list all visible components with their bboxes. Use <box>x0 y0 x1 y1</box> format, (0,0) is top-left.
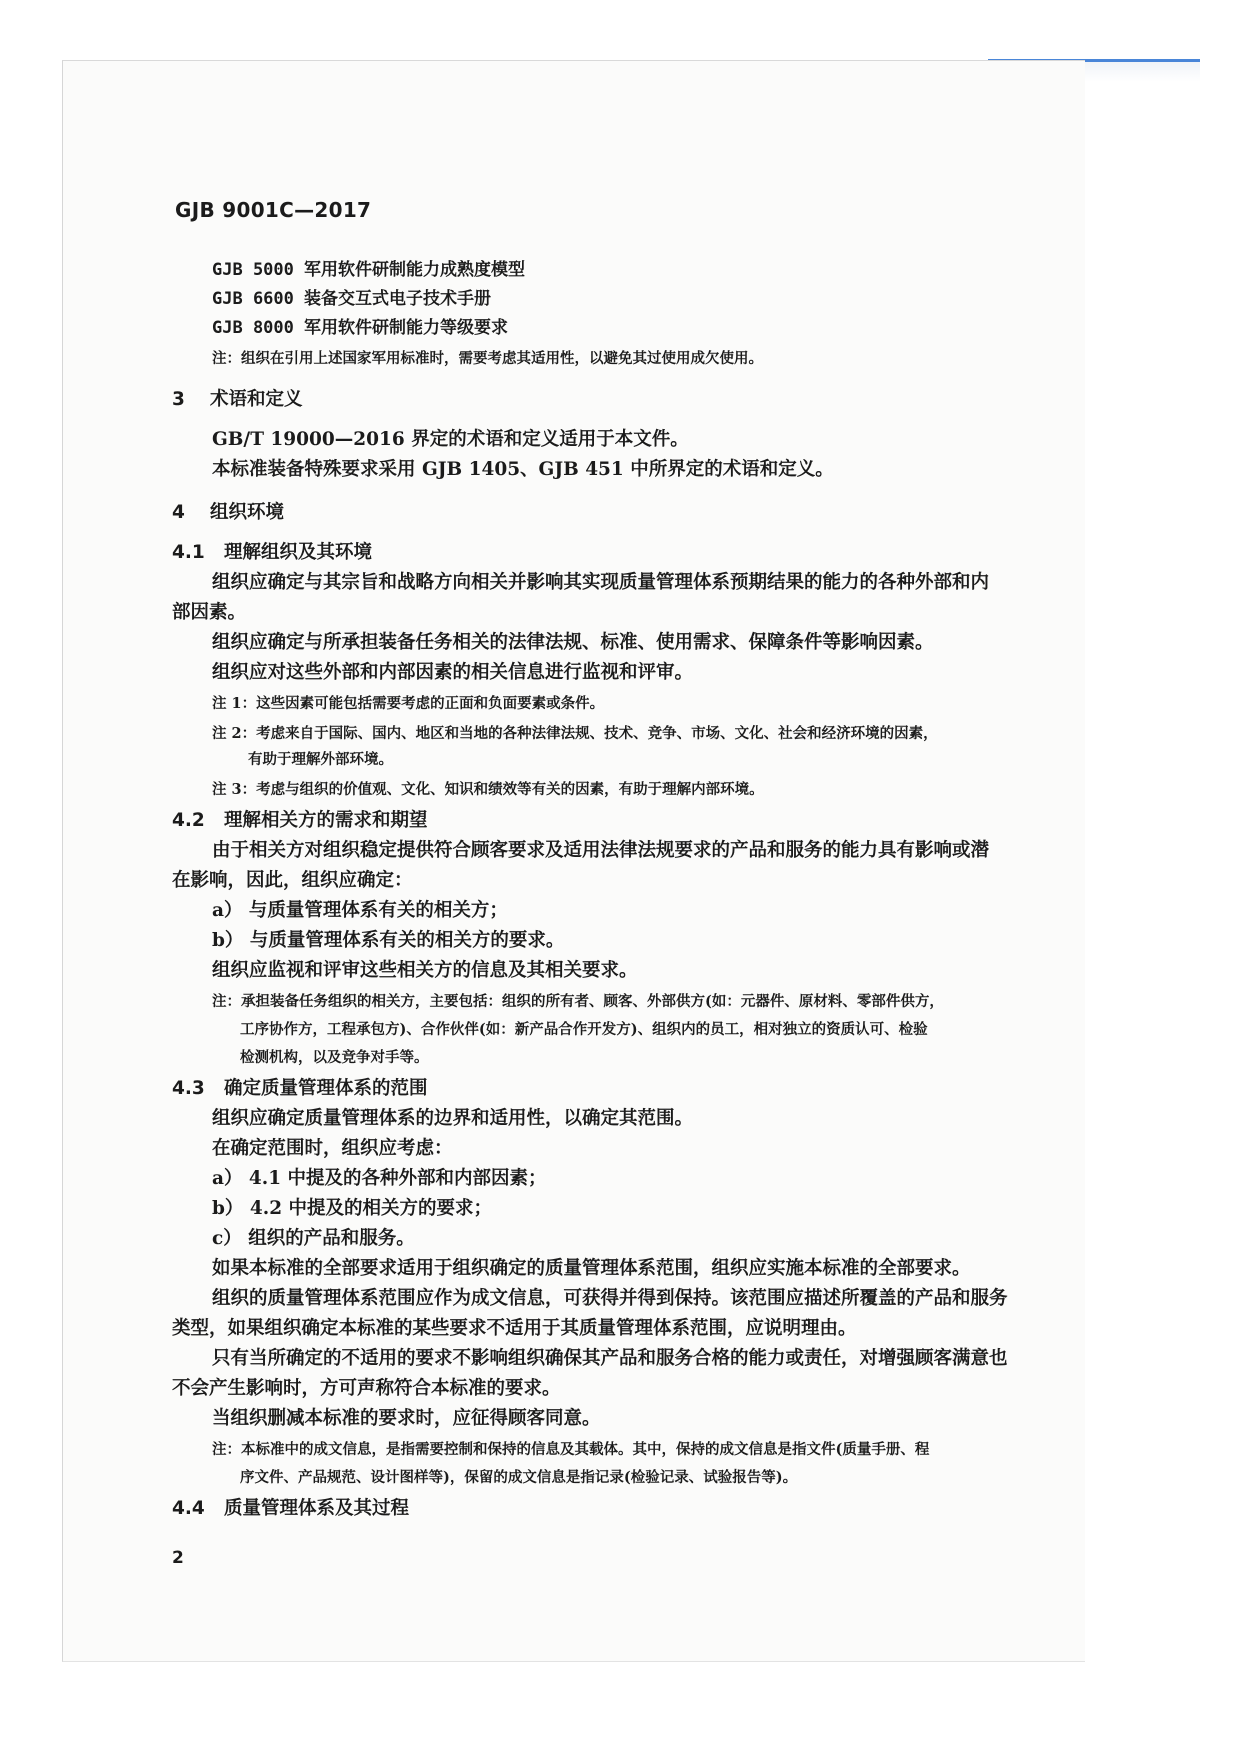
paragraph: 组织的质量管理体系范围应作为成文信息，可获得并得到保持。该范围应描述所覆盖的产品和服务 <box>212 1288 1008 1309</box>
reference-item <box>212 284 491 309</box>
paragraph: 由于相关方对组织稳定提供符合顾客要求及适用法律法规要求的产品和服务的能力具有影响或潜 <box>212 840 990 861</box>
reference-item <box>212 313 508 338</box>
note-continuation: 检测机构，以及竞争对手等。 <box>240 1049 429 1066</box>
section-3-heading <box>172 385 303 411</box>
paragraph: 如果本标准的全部要求适用于组织确定的质量管理体系范围，组织应实施本标准的全部要求。 <box>212 1258 971 1279</box>
paragraph-continuation: 在影响，因此，组织应确定： <box>172 870 413 891</box>
section-title: 确定质量管理体系的范围 <box>224 1078 428 1099</box>
paragraph: 组织应确定质量管理体系的边界和适用性，以确定其范围。 <box>212 1108 694 1129</box>
paragraph: GB/T 19000—2016 界定的术语和定义适用于本文件。 <box>212 429 689 450</box>
paragraph: 当组织删减本标准的要求时，应征得顾客同意。 <box>212 1408 601 1429</box>
reference-title: 军用软件研制能力等级要求 <box>304 318 508 338</box>
paragraph: 本标准装备特殊要求采用 GJB 1405、GJB 451 中所界定的术语和定义。 <box>212 459 834 480</box>
reference-item <box>212 255 525 280</box>
paragraph: 在确定范围时，组织应考虑： <box>212 1138 453 1159</box>
paragraph: 组织应确定与所承担装备任务相关的法律法规、标准、使用需求、保障条件等影响因素。 <box>212 632 934 653</box>
paragraph: 组织应确定与其宗旨和战略方向相关并影响其实现质量管理体系预期结果的能力的各种外部和内 <box>212 572 990 593</box>
section-title: 理解组织及其环境 <box>224 542 373 563</box>
note: 注 3：考虑与组织的价值观、文化、知识和绩效等有关的因素，有助于理解内部环境。 <box>212 781 764 798</box>
list-item: c） 组织的产品和服务。 <box>212 1228 415 1249</box>
note-continuation: 有助于理解外部环境。 <box>248 751 393 768</box>
list-item: a） 4.1 中提及的各种外部和内部因素； <box>212 1168 547 1189</box>
paragraph-continuation: 部因素。 <box>172 602 247 623</box>
subsection-4-2-heading <box>172 806 428 832</box>
page-number: 2 <box>172 1548 184 1568</box>
note-continuation: 序文件、产品规范、设计图样等)，保留的成文信息是指记录(检验记录、试验报告等)。 <box>240 1469 798 1486</box>
subsection-4-3-heading <box>172 1074 428 1100</box>
paragraph: 组织应监视和评审这些相关方的信息及其相关要求。 <box>212 960 638 981</box>
note-continuation: 工序协作方，工程承包方)、合作伙伴(如：新产品合作开发方)、组织内的员工，相对独立的资质认可、检验 <box>240 1021 928 1038</box>
section-title: 理解相关方的需求和期望 <box>224 810 428 831</box>
reference-title: 军用软件研制能力成熟度模型 <box>304 260 525 280</box>
subsection-4-1-heading <box>172 538 372 564</box>
note: 注：本标准中的成文信息，是指需要控制和保持的信息及其载体。其中，保持的成文信息是指文件(质量手册、程 <box>212 1441 930 1458</box>
paragraph: 组织应对这些外部和内部因素的相关信息进行监视和评审。 <box>212 662 694 683</box>
note: 注：承担装备任务组织的相关方，主要包括：组织的所有者、顾客、外部供方(如：元器件、原材料、零部件供方， <box>212 993 944 1010</box>
section-number: 4.4 <box>172 1498 205 1519</box>
standard-code-header: GJB 9001C—2017 <box>175 198 372 222</box>
section-number: 4 <box>172 502 185 523</box>
section-number: 4.1 <box>172 542 205 563</box>
paragraph-continuation: 不会产生影响时，方可声称符合本标准的要求。 <box>172 1378 561 1399</box>
subsection-4-4-heading <box>172 1494 409 1520</box>
section-4-heading <box>172 498 284 524</box>
reference-code: GJB 6600 <box>212 289 294 309</box>
section-number: 4.2 <box>172 810 205 831</box>
reference-title: 装备交互式电子技术手册 <box>304 289 491 309</box>
section-number: 3 <box>172 389 185 410</box>
reference-code: GJB 8000 <box>212 318 294 338</box>
list-item: a） 与质量管理体系有关的相关方； <box>212 900 508 921</box>
section-title: 组织环境 <box>210 502 285 523</box>
note: 注 2：考虑来自于国际、国内、地区和当地的各种法律法规、技术、竞争、市场、文化、社会和经济环境的因素， <box>212 725 938 742</box>
section-title: 术语和定义 <box>210 389 303 410</box>
section-title: 质量管理体系及其过程 <box>224 1498 410 1519</box>
list-item: b） 与质量管理体系有关的相关方的要求。 <box>212 930 565 951</box>
reference-note: 注：组织在引用上述国家军用标准时，需要考虑其适用性，以避免其过使用成欠使用。 <box>212 350 763 367</box>
paragraph-continuation: 类型，如果组织确定本标准的某些要求不适用于其质量管理体系范围，应说明理由。 <box>172 1318 857 1339</box>
section-number: 4.3 <box>172 1078 205 1099</box>
note: 注 1：这些因素可能包括需要考虑的正面和负面要素或条件。 <box>212 695 605 712</box>
reference-code: GJB 5000 <box>212 260 294 280</box>
paragraph: 只有当所确定的不适用的要求不影响组织确保其产品和服务合格的能力或责任，对增强顾客满意也 <box>212 1348 1008 1369</box>
list-item: b） 4.2 中提及的相关方的要求； <box>212 1198 493 1219</box>
